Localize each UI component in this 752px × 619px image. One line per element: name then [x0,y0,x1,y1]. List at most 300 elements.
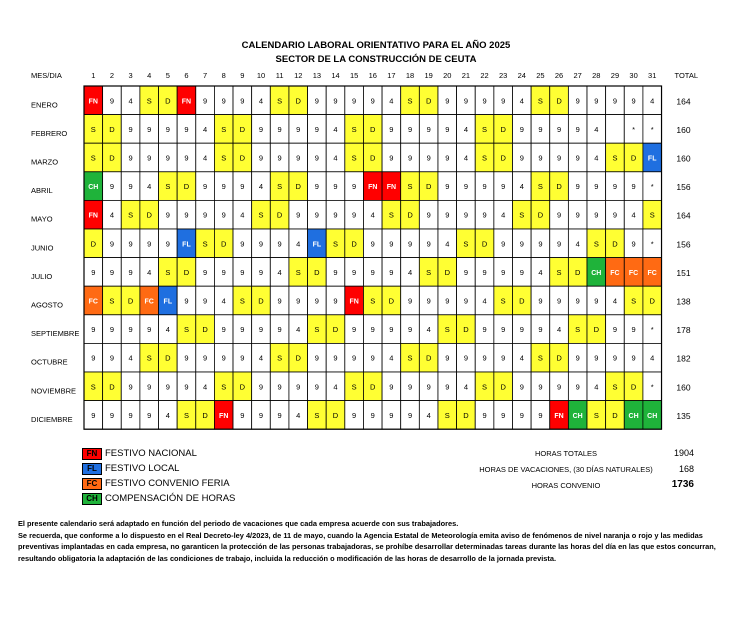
month-label: NOVIEMBRE [31,386,77,396]
calendar-cell-value: D [332,325,339,335]
calendar-cell-value: 9 [538,153,543,163]
calendar-cell-value: 4 [556,325,562,335]
calendar-cell-value: * [650,325,654,335]
calendar-cell-value: 9 [221,96,226,106]
calendar-cell-value: D [630,153,637,163]
calendar-cell-value: 9 [184,153,189,163]
calendar-cell-value: 9 [445,353,450,363]
calendar-cell-value: 9 [314,210,319,220]
calendar-cell-value: 9 [501,96,506,106]
calendar-cell-value: 9 [184,353,189,363]
calendar-cell-value: 9 [556,124,562,134]
calendar-cell-value: D [612,410,618,420]
calendar-cell-value: 9 [147,325,152,335]
calendar-cell-value: 9 [258,410,264,420]
calendar-cell-value: FL [163,298,173,306]
calendar-cell-value: D [239,382,246,392]
header-total-label: TOTAL [674,71,699,80]
calendar-cell-value: 9 [501,267,506,277]
month-label: ENERO [31,100,58,110]
calendar-cell-value: 9 [370,96,375,106]
header-day-label: 16 [368,71,377,80]
calendar-cell-value: 4 [128,353,133,363]
header-day-label: 9 [240,71,245,80]
calendar-cell-value: 9 [240,267,245,277]
header-day-label: 31 [648,71,657,80]
calendar-cell-value: 9 [426,210,431,220]
calendar-cell-value: 9 [203,296,208,306]
calendar-cell-value: 9 [128,153,133,163]
calendar-cell-value: 4 [407,267,413,277]
calendar-cell-value: 9 [352,267,357,277]
calendar-cell-value: 9 [314,382,319,392]
calendar-cell-value: 4 [296,410,301,420]
header-day-label: 21 [461,71,471,80]
calendar-cell-value: 9 [426,382,431,392]
calendar-cell-value: S [500,296,506,306]
month-total: 156 [676,239,691,250]
month-total: 151 [676,267,691,278]
calendar-cell-value: 9 [631,239,636,249]
calendar-cell-value: S [370,296,376,306]
calendar-cell-value: 9 [165,382,170,392]
calendar-cell-value: 9 [221,353,226,363]
calendar-cell-value: S [444,325,450,335]
calendar-cell-value: 4 [631,210,636,220]
calendar-cell-value: 9 [109,239,115,249]
legend-swatch-fn: FN [82,448,102,460]
calendar-cell-value: 9 [203,267,208,277]
calendar-cell-value: 9 [463,267,469,277]
calendar-cell-value: 9 [445,96,450,106]
calendar-cell-value: 9 [612,182,618,192]
month-total: 160 [676,382,691,393]
legend-label-ch: COMPENSACIÓN DE HORAS [105,493,236,504]
month-total: 160 [676,153,691,164]
calendar-cell-value: 9 [538,296,543,306]
calendar-cell-value: FN [368,184,378,192]
calendar-cell-value: 9 [519,239,524,249]
calendar-cell-value: S [482,382,488,392]
calendar-cell-value: 9 [575,182,580,192]
calendar-cell-value: 9 [147,239,152,249]
calendar-cell-value: 9 [389,124,394,134]
calendar-cell-value: 9 [352,182,357,192]
calendar-cell-value: 9 [501,353,506,363]
calendar-cell-value: 9 [333,182,338,192]
calendar-cell-value: 9 [482,325,487,335]
calendar-cell-value: S [128,210,134,220]
calendar-cell-value: 9 [575,210,580,220]
calendar-cell-value: 9 [109,182,115,192]
calendar-cell-value: S [332,239,339,249]
calendar-cell-value: 9 [538,410,543,420]
calendar-cell-value: 9 [482,410,487,420]
calendar-cell-value: 9 [482,210,487,220]
calendar-cell-value: S [165,182,171,192]
calendar-cell-value: 4 [612,296,618,306]
calendar-cell-value: 9 [314,353,319,363]
calendar-cell-value: 4 [203,382,208,392]
calendar-cell-value: 9 [389,325,394,335]
calendar-cell-value: 9 [165,210,170,220]
calendar-cell-value: D [444,267,450,277]
calendar-cell-value: 4 [258,182,264,192]
header-day-label: 13 [312,71,322,80]
calendar-cell-value: S [314,325,320,335]
calendar-cell-value: S [537,182,543,192]
calendar-cell-value: S [221,124,227,134]
calendar-cell-value: 9 [631,325,636,335]
calendar-cell-value: D [202,410,208,420]
month-total: 138 [676,296,691,307]
calendar-cell-value: S [444,410,450,420]
header-day-label: 29 [610,71,620,80]
calendar-cell-value: D [630,382,637,392]
calendar-cell-value: 4 [426,410,431,420]
calendar-cell-value: * [650,382,654,392]
calendar-cell-value: 9 [594,210,599,220]
calendar-cell-value: 9 [463,96,469,106]
calendar-cell-value: S [519,210,525,220]
calendar-cell-value: S [407,96,413,106]
calendar-cell-value: 9 [277,296,282,306]
calendar-cell-value: 9 [631,353,636,363]
calendar-cell-value: S [258,210,264,220]
calendar-cell-value: 4 [296,239,301,249]
calendar-cell-value: D [519,296,525,306]
calendar-cell-value: CH [88,184,99,192]
header-day-label: 3 [128,71,133,80]
calendar-cell-value: D [239,124,246,134]
calendar-cell-value: D [90,239,97,249]
calendar-cell-value: 9 [314,124,319,134]
month-label: AGOSTO [31,300,63,310]
calendar-cell-value: S [165,267,171,277]
calendar-cell-value: 9 [426,296,431,306]
calendar-cell-value: 9 [389,239,394,249]
calendar-cell-value: D [127,296,134,306]
legend-label-fn: FESTIVO NACIONAL [105,448,197,459]
calendar-cell-value: S [239,296,245,306]
calendar-cell-value: 4 [258,96,264,106]
calendar-cell-value: 9 [501,239,506,249]
calendar-cell-value: 9 [612,353,618,363]
calendar-cell-value: S [537,353,543,363]
calendar-cell-value: 9 [501,325,506,335]
calendar-cell-value: 9 [184,296,189,306]
calendar-cell-value: * [650,239,654,249]
calendar-cell-value: 9 [501,182,506,192]
calendar-cell-value: * [650,182,654,192]
calendar-cell-value: 4 [240,210,245,220]
note-paragraph: El presente calendario será adaptado en función del periodo de vacaciones que cada empresa acuerde con sus trabajadores. [18,519,459,528]
header-day-label: 5 [165,71,170,80]
calendar-cell-value: 4 [165,410,170,420]
calendar-cell-value: 9 [445,182,450,192]
calendar-cell-value: 9 [575,96,580,106]
calendar-cell-value: 9 [407,153,413,163]
month-total: 182 [676,353,691,364]
calendar-cell-value: 9 [463,296,469,306]
calendar-cell-value: 9 [482,96,487,106]
calendar-cell-value: 4 [445,239,450,249]
calendar-cell-value: 9 [277,325,282,335]
calendar-cell-value: D [183,182,190,192]
calendar-cell-value: 9 [594,353,599,363]
calendar-cell-value: 9 [575,353,580,363]
calendar-cell-value: 9 [463,353,469,363]
month-label: MAYO [31,214,53,224]
month-label: SEPTIEMBRE [31,329,80,339]
calendar-cell-value: 4 [463,124,469,134]
calendar-cell-value: D [221,239,227,249]
calendar-cell-value: FN [181,98,192,106]
calendar-cell-value: FC [144,298,154,306]
calendar-cell-value: D [109,382,115,392]
calendar-cell-value: D [425,353,432,363]
calendar-cell-value: 9 [203,210,208,220]
calendar-cell-value: S [612,382,618,392]
calendar-cell-value: 9 [538,124,543,134]
summary-value-agreement: 1736 [671,479,694,490]
header-day-label: 8 [221,71,226,80]
month-total: 178 [676,325,691,336]
calendar-cell-value: 9 [258,325,264,335]
calendar-cell-value: 4 [501,210,506,220]
calendar-cell-value: 9 [221,267,226,277]
calendar-cell-value: D [370,124,376,134]
calendar-cell-value: 9 [296,124,301,134]
header-day-label: 12 [294,71,303,80]
calendar-cell-value: D [649,296,655,306]
calendar-cell-value: 4 [296,325,301,335]
calendar-cell-value: 9 [109,353,115,363]
calendar-cell-value: 4 [594,153,599,163]
calendar-cell-value: 4 [389,96,394,106]
calendar-cell-value: 9 [370,353,375,363]
calendar-cell [606,115,625,144]
calendar-cell-value: CH [572,412,583,420]
calendar-cell-value: 9 [221,210,226,220]
calendar-cell-value: S [482,124,488,134]
calendar-cell-value: 9 [258,382,264,392]
calendar-cell-value: D [109,153,115,163]
header-day-label: 19 [424,71,433,80]
calendar-cell-value: 9 [184,124,189,134]
month-label: ABRIL [31,186,53,196]
calendar-cell-value: 9 [575,124,580,134]
header-day-label: 28 [592,71,601,80]
calendar-cell-value: 9 [352,210,357,220]
calendar-cell-value: 9 [296,382,301,392]
header-day-label: 25 [536,71,545,80]
calendar-cell-value: 9 [519,124,524,134]
calendar-cell-value: 9 [240,96,245,106]
calendar-cell-value: D [500,382,506,392]
calendar-cell-value: FL [312,241,322,249]
calendar-cell-value: 9 [370,239,375,249]
calendar-cell-value: FC [88,298,98,306]
month-total: 156 [676,182,691,193]
calendar-cell-value: 9 [109,267,115,277]
calendar-cell-value: 9 [333,267,338,277]
calendar-cell-value: D [500,153,506,163]
calendar-cell-value: 4 [594,124,599,134]
calendar-cell-value: 9 [519,267,524,277]
calendar-cell-value: 9 [258,153,264,163]
header-day-label: 6 [184,71,189,80]
calendar-cell-value: S [556,267,562,277]
calendar-cell-value: 9 [538,382,543,392]
calendar-cell-value: 9 [426,124,431,134]
legend-label-fc: FESTIVO CONVENIO FERIA [105,478,230,489]
calendar-cell-value: 9 [277,153,282,163]
calendar-cell-value: 9 [389,382,394,392]
calendar-cell-value: 9 [538,239,543,249]
calendar-cell-value: S [183,325,189,335]
calendar-cell-value: S [295,267,301,277]
calendar-cell-value: 9 [612,325,618,335]
calendar-cell-value: 4 [258,353,264,363]
calendar-cell-value: 9 [258,239,264,249]
calendar-cell-value: 9 [333,296,338,306]
header-day-label: 18 [405,71,415,80]
calendar-cell-value: 9 [221,325,226,335]
calendar-cell-value: S [351,124,357,134]
calendar-cell-value: 4 [147,182,152,192]
header-day-label: 30 [629,71,638,80]
calendar-cell-value: 9 [203,353,208,363]
calendar-cell-value: 9 [352,325,357,335]
calendar-cell-value: 9 [277,382,282,392]
note-paragraph: Se recuerda, que conforme a lo dispuesto en el Real Decreto-ley 4/2023, de 11 de mayo, cuando la Agencia Estatal de Meteorología emita aviso de fenómenos de nivel naranja o rojo y las medidas preventivas implantadas en cada empresa, no garanticen la protección de las personas trabajadoras, se prohíbe desarrollar determinadas tareas durante las horas del día en las que estos concurran, resultando obligatoria la adaptación de las condiciones de trabajo, incluida la reducción o modificación de las horas de desarrollo de la jornada prevista. [18,530,716,563]
calendar-cell-value: 4 [370,210,375,220]
calendar-cell-value: D [165,96,171,106]
calendar-cell-value: FN [386,184,397,192]
calendar-cell-value: D [295,353,301,363]
calendar-cell-value: D [314,267,320,277]
calendar-cell-value: 9 [91,353,96,363]
calendar-cell-value: D [109,124,115,134]
legend-swatch-fl: FL [82,463,102,475]
calendar-cell-value: 9 [296,210,301,220]
calendar-cell-value: * [650,124,654,134]
calendar-cell-value: 9 [407,239,413,249]
calendar-cell-value: S [90,124,96,134]
calendar-cell-value: 4 [519,353,524,363]
calendar-cell-value: 4 [650,353,655,363]
calendar-cell-value: D [276,210,283,220]
calendar-cell-value: S [482,153,488,163]
calendar-cell-value: 4 [463,153,469,163]
calendar-cell-value: 9 [407,410,413,420]
calendar-cell-value: 9 [91,410,96,420]
calendar-cell-value: 4 [333,124,338,134]
calendar-cell-value: D [370,382,376,392]
calendar-cell-value: 9 [445,124,450,134]
month-total: 164 [676,210,691,221]
calendar-cell-value: 9 [519,153,524,163]
calendar-cell-value: 4 [389,353,394,363]
calendar-cell-value: 9 [407,296,413,306]
legend-item-fl [82,462,179,475]
calendar-cell-value: 9 [277,410,282,420]
calendar-cell-value: 4 [482,296,487,306]
calendar-cell-value: S [649,210,655,220]
calendar-cell-value: 4 [575,239,580,249]
calendar-cell-value: 9 [91,267,96,277]
calendar-cell-value: 9 [184,382,189,392]
legend-label-fl: FESTIVO LOCAL [105,463,180,474]
calendar-cell-value: 9 [333,96,338,106]
calendar-cell-value: 9 [594,96,599,106]
calendar-cell-value: 9 [631,96,636,106]
calendar-cell-value: D [425,182,432,192]
calendar-cell-value: 9 [128,124,133,134]
calendar-cell-value: S [277,96,283,106]
calendar-cell-value: D [593,325,600,335]
calendar-cell-value: 9 [445,153,450,163]
calendar-cell-value: D [183,267,190,277]
calendar-cell-value: 9 [612,210,618,220]
calendar-cell-value: FC [628,269,639,277]
header-day-label: 7 [203,71,208,80]
legend-item-fc [82,477,230,490]
calendar-cell-value: 9 [109,96,115,106]
calendar-cell-value: 4 [277,267,282,277]
calendar-cell-value: 9 [463,182,469,192]
month-label: OCTUBRE [31,357,68,367]
calendar-cell-value: S [90,153,96,163]
header-day-label: 17 [387,71,396,80]
summary-label-vacation: HORAS DE VACACIONES, (30 DÍAS NATURALES) [479,465,653,474]
calendar-cell-value: 9 [147,410,152,420]
calendar-cell-value: 9 [352,353,357,363]
calendar-cell-value: 9 [314,153,319,163]
calendar-cell-value: S [388,210,394,220]
calendar-cell-value: 9 [147,124,152,134]
notes [18,518,743,564]
calendar-cell-value: S [109,296,115,306]
calendar-cell-value: D [463,325,469,335]
calendar-cell-value: 4 [165,325,170,335]
calendar-cell-value: 9 [296,153,301,163]
header-day-label: 20 [443,71,452,80]
calendar-cell-value: 9 [352,410,357,420]
calendar-cell-value: D [556,182,562,192]
calendar-cell-value: 9 [240,410,245,420]
calendar-cell-value: 4 [203,153,208,163]
calendar-cell-value: 9 [221,182,226,192]
calendar-cell-value: CH [628,412,639,420]
calendar-cell-value: 9 [575,153,580,163]
calendar-cell-value: 9 [258,124,264,134]
legend-swatch-fc: FC [82,478,102,490]
calendar-cell-value: 9 [519,325,524,335]
calendar-cell-value: 9 [407,382,413,392]
calendar-cell-value: S [631,296,637,306]
calendar-cell-value: FL [647,155,657,163]
calendar-cell-value: 9 [501,410,506,420]
calendar-cell-value: D [239,153,246,163]
header-day-label: 11 [275,71,284,80]
calendar-cell-value: 9 [203,182,208,192]
calendar-cell-value: 9 [240,353,245,363]
calendar-cell-value: 9 [258,267,264,277]
calendar-cell-value: D [332,410,339,420]
calendar-cell-value: D [407,210,413,220]
